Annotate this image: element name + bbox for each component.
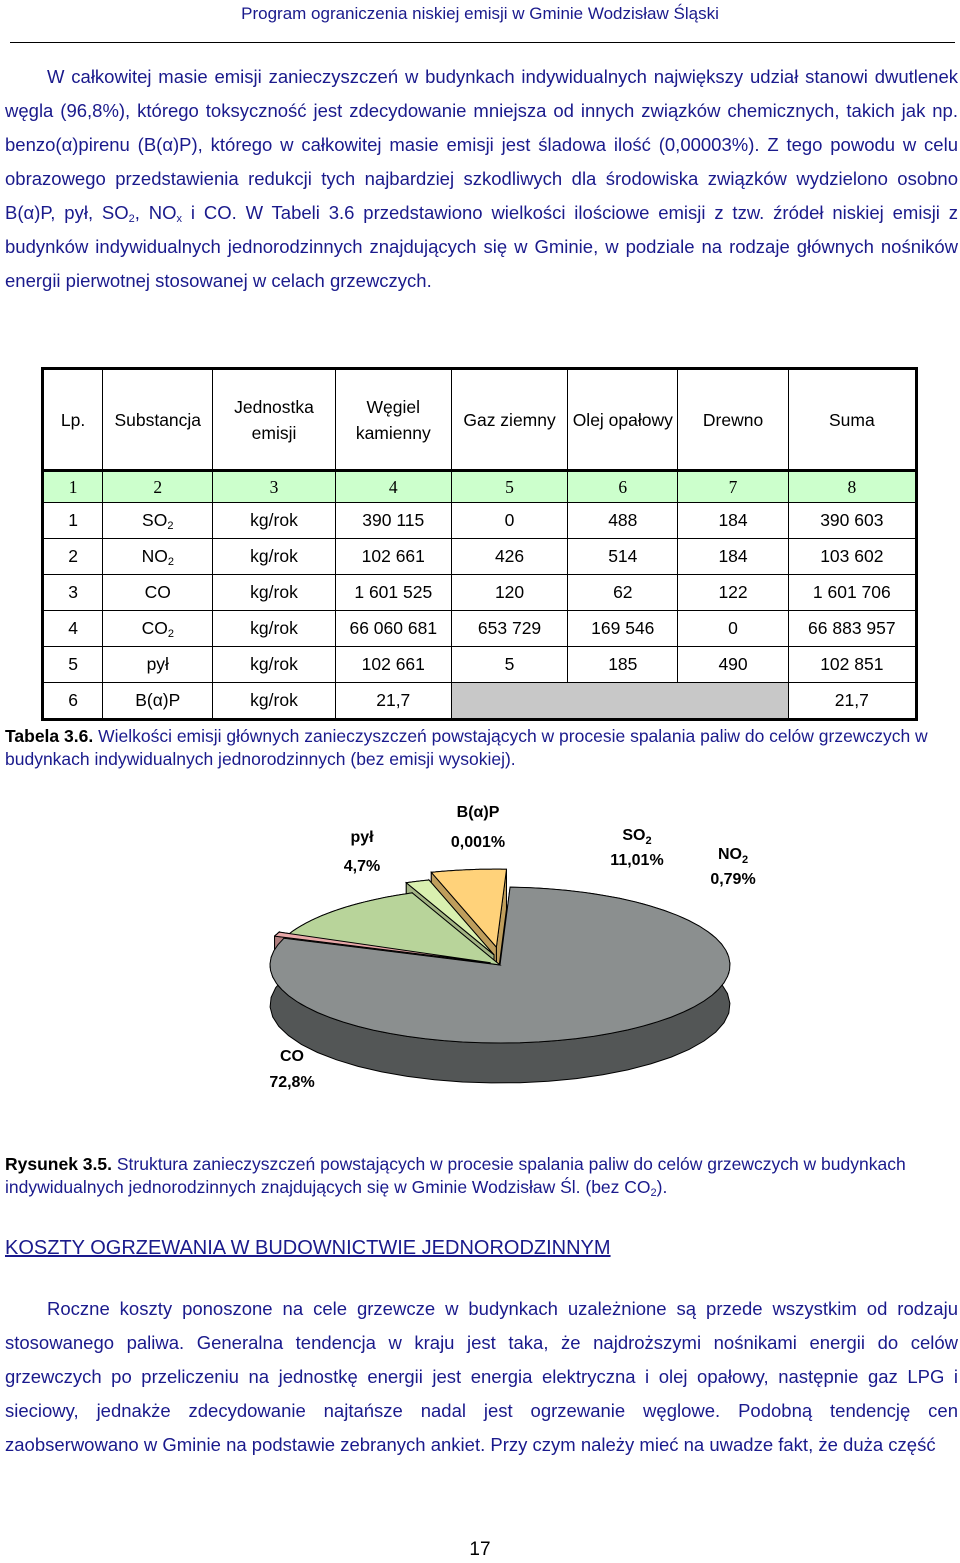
substance-name: CO bbox=[141, 618, 168, 638]
page-header: Program ograniczenia niskiej emisji w Gminie Wodzisław Śląski bbox=[241, 4, 719, 23]
table-cell-olej: 62 bbox=[568, 575, 678, 611]
table-column-number: 1 bbox=[43, 471, 103, 503]
header-rule bbox=[10, 42, 955, 43]
table-row bbox=[43, 503, 917, 539]
table-cell-unit: kg/rok bbox=[213, 611, 335, 647]
table-cell-gaz: 5 bbox=[451, 647, 567, 683]
table-column-number: 2 bbox=[103, 471, 213, 503]
label-no2-name: $NO_2$ bbox=[717, 846, 749, 866]
table-row bbox=[43, 539, 917, 575]
table-cell-sub bbox=[103, 503, 213, 539]
para2-text: Roczne koszty ponoszone na cele grzewcze w budynkach uzależnione są przede wszystkim od rodzaju stosowanego paliwa. Generalna tendencja w kraju jest taka, że najdroższymi nośnikami energii do celów grzewczych po przeliczeniu na jednostkę energii jest energia elektryczna i olej opałowy, następnie gaz LPG i sieciowy, jednakże zdecydowanie najtańsze nadal jest ogrzewanie węglowe. Podobną tendencję cen zaobserwowano w Gminie na podstawie zebranych ankiet. Przy czym należy mieć na uwadze fakt, że duża część bbox=[5, 1298, 958, 1455]
table-cell-olej: 514 bbox=[568, 539, 678, 575]
paragraph-intro bbox=[5, 60, 958, 298]
table-cell-lp: 6 bbox=[43, 683, 103, 720]
table-cell-sub bbox=[103, 647, 213, 683]
table-cell-sub bbox=[103, 683, 213, 720]
label-pyl-pct: 4,7% bbox=[343, 858, 381, 875]
table-cell-suma: 390 603 bbox=[788, 503, 916, 539]
substance-name: SO bbox=[142, 510, 168, 530]
substance-subscript: 2 bbox=[167, 556, 174, 568]
table-header-cell: Węgiel kamienny bbox=[335, 369, 451, 471]
figure-caption-label: Rysunek 3.5. bbox=[5, 1154, 112, 1174]
table-cell-wegiel: 21,7 bbox=[335, 683, 451, 720]
substance-name: CO bbox=[144, 582, 171, 602]
table-caption-text: Wielkości emisji głównych zanieczyszczeń powstających w procesie spalania paliw do celów grzewczych w budynkach indywidualnych jednorodzinnych (bez emisji wysokiej). bbox=[5, 726, 928, 769]
table-cell-unit: kg/rok bbox=[213, 647, 335, 683]
table-column-number: 7 bbox=[678, 471, 788, 503]
table-cell-suma: 21,7 bbox=[788, 683, 916, 720]
table-cell-unit: kg/rok bbox=[213, 575, 335, 611]
figure-caption-text: Struktura zanieczyszczeń powstających w procesie spalania paliw do celów grzewczych w budynkach indywidualnych jednorodzinnych znajdujących się w Gminie Wodzisław Śl. (bez CO bbox=[5, 1154, 906, 1197]
para1-text-2: , NO bbox=[134, 202, 177, 223]
table-header-cell: Jednostka emisji bbox=[213, 369, 335, 471]
table-header-cell: Gaz ziemny bbox=[451, 369, 567, 471]
page-number: 17 bbox=[469, 1539, 491, 1560]
table-cell-wegiel: 66 060 681 bbox=[335, 611, 451, 647]
substance-name: B(α)P bbox=[135, 690, 181, 710]
table-cell-suma: 66 883 957 bbox=[788, 611, 916, 647]
table-cell-unit: kg/rok bbox=[213, 503, 335, 539]
table-caption bbox=[5, 725, 960, 771]
table-cell-gaz: 426 bbox=[451, 539, 567, 575]
table-cell-gaz: 653 729 bbox=[451, 611, 567, 647]
table-cell-wegiel: 390 115 bbox=[335, 503, 451, 539]
table-caption-label: Tabela 3.6. bbox=[5, 726, 94, 746]
table-cell-olej: 169 546 bbox=[568, 611, 678, 647]
table-cell-olej: 185 bbox=[568, 647, 678, 683]
table-cell-unit: kg/rok bbox=[213, 683, 335, 720]
table-column-number: 8 bbox=[788, 471, 916, 503]
table-row bbox=[43, 611, 917, 647]
table-cell-drewno: 122 bbox=[678, 575, 788, 611]
label-co-pct: 72,8% bbox=[269, 1074, 315, 1091]
table-cell-suma: 103 602 bbox=[788, 539, 916, 575]
table-cell-olej: 488 bbox=[568, 503, 678, 539]
substance-name: NO bbox=[141, 546, 168, 566]
table-header-cell: Drewno bbox=[678, 369, 788, 471]
para1-sub-2: x bbox=[176, 213, 183, 225]
table-row bbox=[43, 683, 917, 720]
table-cell-unit: kg/rok bbox=[213, 539, 335, 575]
table-cell-lp: 1 bbox=[43, 503, 103, 539]
table-column-number: 4 bbox=[335, 471, 451, 503]
figure-caption-end: ). bbox=[656, 1177, 668, 1197]
table-column-number: 5 bbox=[451, 471, 567, 503]
label-so2-name: $SO_2$ bbox=[622, 827, 652, 847]
table-cell-drewno: 184 bbox=[678, 503, 788, 539]
table-header-cell: Suma bbox=[788, 369, 916, 471]
substance-subscript: 2 bbox=[167, 628, 174, 640]
table-cell-empty bbox=[451, 683, 788, 720]
table-cell-suma: 1 601 706 bbox=[788, 575, 916, 611]
table-cell-gaz: 0 bbox=[451, 503, 567, 539]
section-heading: KOSZTY OGRZEWANIA W BUDOWNICTWIE JEDNORODZINNYM bbox=[5, 1237, 611, 1259]
table-column-number: 3 bbox=[213, 471, 335, 503]
para1-text-1: W całkowitej masie emisji zanieczyszczeń w budynkach indywidualnych największy udział stanowi dwutlenek węgla (96,8%), którego toksyczność jest zdecydowanie mniejsza od innych związków chemicznych, takich jak np. benzo(α)pirenu (B(α)P), którego w całkowitej masie emisji jest śladowa ilość (0,00003%). Z tego powodu w celu obrazowego przedstawienia redukcji tych najbardziej szkodliwych dla środowiska związków wydzielono osobno B(α)P, pył, SO bbox=[5, 66, 958, 223]
label-pyl-name: pył bbox=[350, 829, 374, 846]
table-cell-wegiel: 102 661 bbox=[335, 647, 451, 683]
table-header-cell: Olej opałowy bbox=[568, 369, 678, 471]
figure-caption-sub: 2 bbox=[650, 1187, 657, 1199]
table-row bbox=[43, 647, 917, 683]
label-bap-name: B(α)P bbox=[456, 804, 500, 821]
table-row bbox=[43, 575, 917, 611]
table-cell-wegiel: 1 601 525 bbox=[335, 575, 451, 611]
label-bap-pct: 0,001% bbox=[450, 834, 506, 851]
label-so2-pct: 11,01% bbox=[610, 852, 664, 869]
table-cell-drewno: 0 bbox=[678, 611, 788, 647]
substance-subscript: 2 bbox=[167, 520, 174, 532]
table-header-row bbox=[43, 369, 917, 471]
table-cell-lp: 3 bbox=[43, 575, 103, 611]
table-header-cell: Lp. bbox=[43, 369, 103, 471]
label-co-name: CO bbox=[280, 1048, 304, 1065]
table-cell-sub bbox=[103, 575, 213, 611]
para1-text-3: i CO. W Tabeli 3.6 przedstawiono wielkości ilościowe emisji z tzw. źródeł niskiej emisji z budynków indywidualnych jednorodzinnych znajdujących się w Gminie, w podziale na rodzaje głównych nośników energii pierwotnej stosowanej w celach grzewczych. bbox=[5, 202, 959, 291]
emissions-pie-chart bbox=[0, 790, 960, 1120]
table-cell-lp: 2 bbox=[43, 539, 103, 575]
table-cell-sub bbox=[103, 611, 213, 647]
figure-caption bbox=[5, 1153, 960, 1199]
table-cell-drewno: 184 bbox=[678, 539, 788, 575]
table-cell-wegiel: 102 661 bbox=[335, 539, 451, 575]
table-cell-drewno: 490 bbox=[678, 647, 788, 683]
table-header-cell: Substancja bbox=[103, 369, 213, 471]
label-no2-pct: 0,79% bbox=[710, 871, 756, 888]
para1-sub-1: 2 bbox=[128, 213, 135, 225]
emissions-table bbox=[41, 367, 918, 721]
table-cell-lp: 5 bbox=[43, 647, 103, 683]
table-column-number: 6 bbox=[568, 471, 678, 503]
paragraph-costs bbox=[5, 1292, 958, 1462]
table-cell-sub bbox=[103, 539, 213, 575]
table-cell-gaz: 120 bbox=[451, 575, 567, 611]
table-cell-suma: 102 851 bbox=[788, 647, 916, 683]
table-column-numbers-row bbox=[43, 471, 917, 503]
substance-name: pył bbox=[146, 654, 169, 674]
table-cell-lp: 4 bbox=[43, 611, 103, 647]
